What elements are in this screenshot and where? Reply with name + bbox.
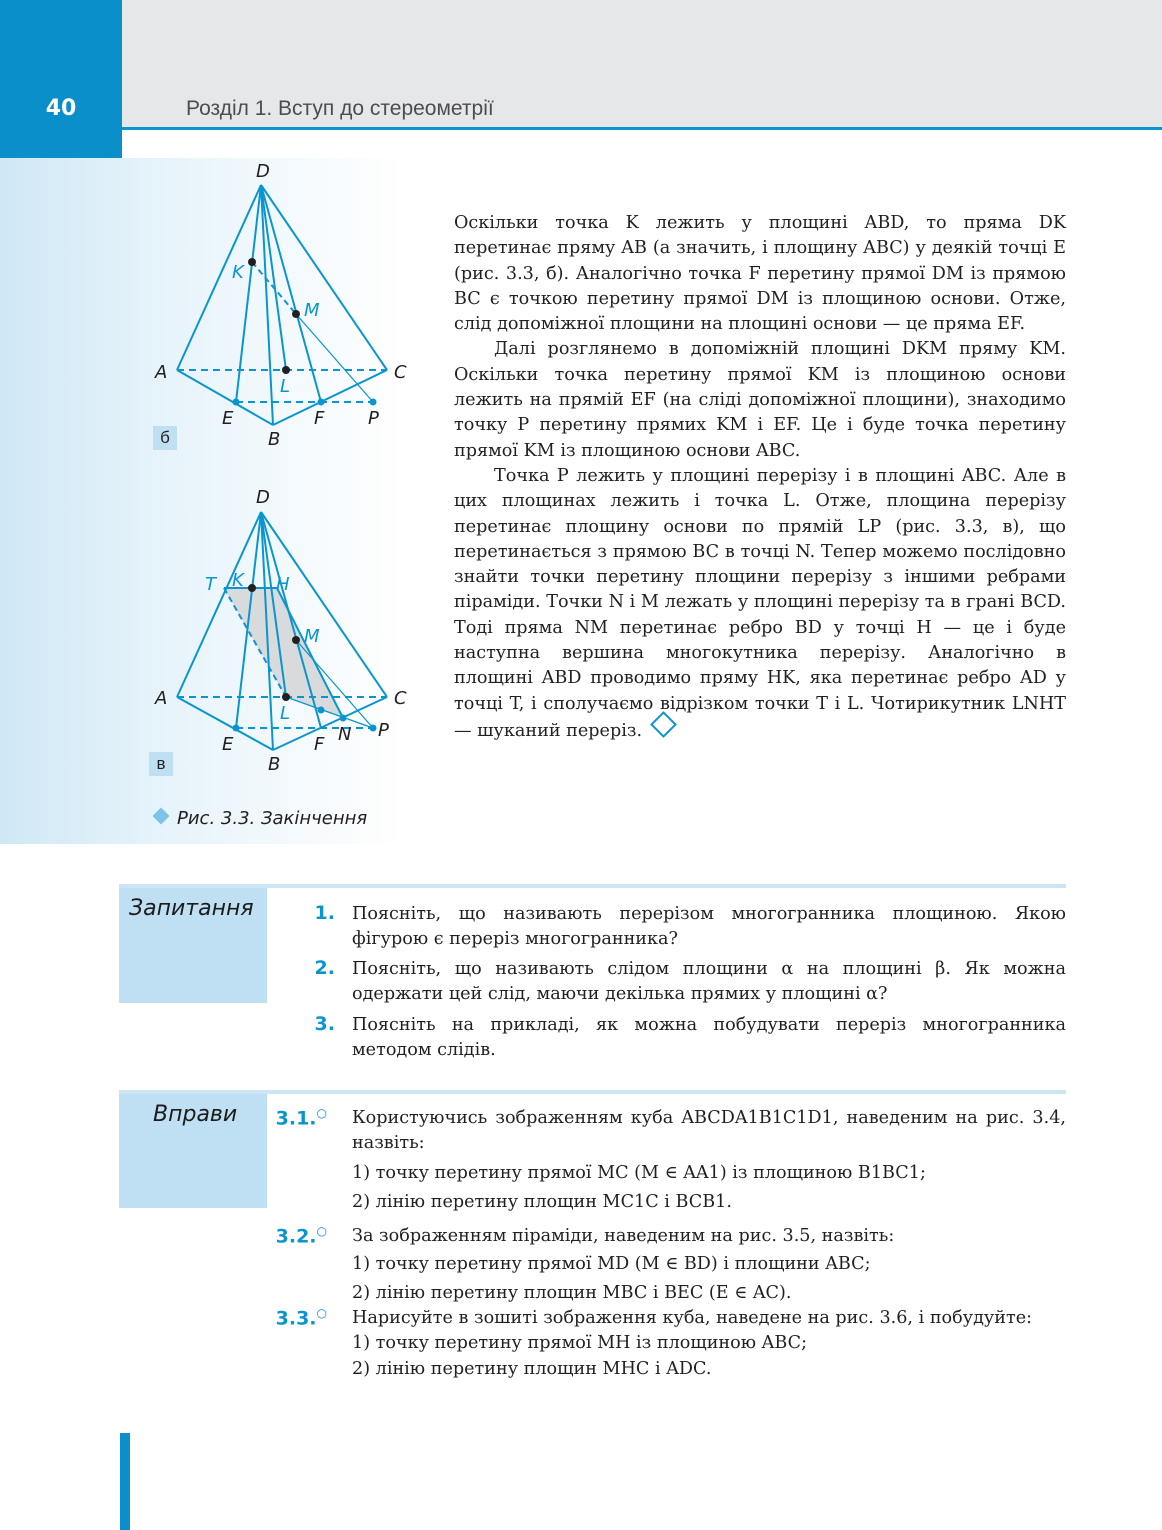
point-label-H: H [276, 574, 290, 595]
exercise-line: Нарисуйте в зошиті зображення куба, наведене на рис. 3.6, і побудуйте: [352, 1308, 1033, 1328]
questions-title: Запитання [129, 896, 254, 921]
exercise-number [269, 1306, 327, 1329]
diamond-icon [153, 808, 170, 825]
panel-label-b: б [153, 426, 177, 450]
page-number: 40 [45, 96, 77, 121]
point-label-M: M [304, 626, 320, 647]
point-label-C: C [394, 362, 407, 383]
point-label-T: T [205, 574, 216, 595]
question-number: 3. [314, 1013, 335, 1035]
header-rule [122, 127, 1162, 130]
exercise-number-text: 3.2. [275, 1225, 317, 1248]
point-label-N: N [338, 724, 352, 745]
point-label-F: F [314, 734, 325, 755]
exercise-line: 1) точку перетину прямої MH із площиною ABC; [352, 1333, 807, 1354]
exercises-section [119, 1090, 1066, 1410]
point-label-A: A [155, 688, 168, 709]
exercise-line: 1) точку перетину прямої MC (M ∈ AA1) із площиною B1BC1; [352, 1162, 926, 1183]
point-label-D: D [256, 487, 270, 508]
end-proof-icon [650, 711, 677, 738]
figure-caption [155, 808, 367, 829]
panel-label-v: в [149, 752, 173, 776]
point-label-A: A [155, 362, 168, 383]
paragraph-3-text: Точка P лежить у площині перерізу і в площині ABC. Але в цих площинах лежить і точка L. Отже, площина перерізу перетинає площину основи по прямій LP (рис. 3.3, в), що перетинається з прямою BC в точці N. Тепер можемо послідовно знайти точки перетину площини перерізу з іншими ребрами піраміди. Точки N і M лежать у площині перерізу та в грані BCD. Тоді пряма NM перетинає ребро BD у точці H — це і буде наступна вершина многокутника перерізу. Аналогічно в площині ABD проводимо пряму HK, яка перетинає ребро AD у точці T, і сполучаємо відрізком точки T і L. Чотирикутник LNHT — шуканий переріз. [454, 465, 1066, 741]
exercises-tab [119, 1094, 267, 1208]
exercise-line: 1) точку перетину прямої MD (M ∈ BD) і площини ABC; [352, 1254, 871, 1275]
pyramid-figure-b [140, 160, 440, 460]
point-label-B: B [268, 429, 281, 450]
point-label-E: E [222, 408, 234, 429]
exercise-line: 2) лінію перетину площин MHC і ADC. [352, 1358, 712, 1379]
paragraph-2: Далі розглянемо в допоміжній площині DKM пряму KM. Оскільки точка перетину прямої KM із площиною основи лежить на прямій EF (на сліді допоміжної площини), знаходимо точку P перетину прямих KM і EF. Це і буде точка перетину прямої KM із площиною основи ABC. [454, 339, 1066, 461]
point-label-D: D [256, 161, 270, 182]
exercise-text [352, 1306, 1066, 1382]
paragraph-1: Оскільки точка K лежить у площині ABD, то пряма DK перетинає пряму AB (а значить, і площину ABC) у деякій точці E (рис. 3.3, б). Аналогічно точка F перетину прямої DM із прямою BC є точкою перетину прямої DM із площиною основи. Отже, слід допоміжної площини на площині основи — це пряма EF. [454, 213, 1066, 335]
difficulty-circle-icon: ○ [316, 1224, 327, 1238]
page-number-box [0, 0, 122, 158]
exercise-line: 2) лінію перетину площин MC1C і BCB1. [352, 1191, 732, 1212]
point-label-F: F [314, 408, 325, 429]
question-number: 2. [314, 957, 335, 979]
point-label-L: L [280, 376, 291, 397]
exercise-number-text: 3.3. [275, 1307, 317, 1330]
exercise-text [352, 1106, 1066, 1215]
question-text: Поясніть на прикладі, як можна побудувати переріз многогранника методом слідів. [352, 1015, 1066, 1061]
pyramid-figure-v [140, 480, 440, 790]
exercises-title: Вправи [153, 1102, 238, 1127]
question-text: Поясніть, що називають слідом площини α на площині β. Як можна одержати цей слід, маючи декілька прямих у площині α? [352, 959, 1066, 1005]
point-label-B: B [268, 754, 281, 775]
exercise-line: За зображенням піраміди, наведеним на рис. 3.5, назвіть: [352, 1226, 895, 1246]
point-label-L: L [280, 703, 291, 724]
difficulty-circle-icon: ○ [316, 1106, 327, 1120]
caption-text: Рис. 3.3. Закінчення [177, 808, 368, 829]
point-label-P: P [378, 720, 389, 741]
exercise-line: 2) лінію перетину площин MBC і BEC (E ∈ AC). [352, 1282, 792, 1303]
question-number: 1. [314, 902, 335, 924]
point-label-M: M [304, 300, 320, 321]
point-label-K: K [232, 570, 244, 591]
questions-tab [119, 888, 267, 1003]
exercise-number [269, 1224, 327, 1247]
point-label-E: E [222, 734, 234, 755]
questions-section [119, 884, 1066, 1069]
point-label-C: C [394, 688, 407, 709]
point-label-P: P [368, 408, 379, 429]
exercise-text [352, 1224, 1066, 1306]
exercise-number-text: 3.1. [275, 1107, 317, 1130]
header-bar [0, 0, 1162, 128]
difficulty-circle-icon: ○ [316, 1306, 327, 1320]
exercise-line: Користуючись зображенням куба ABCDA1B1C1D1, наведеним на рис. 3.4, назвіть: [352, 1108, 1066, 1154]
paragraph-3 [454, 464, 1066, 744]
point-label-K: K [232, 262, 244, 283]
page-edge-bar [120, 1433, 130, 1530]
exercise-number [269, 1106, 327, 1129]
chapter-title: Розділ 1. Вступ до стереометрії [186, 97, 494, 120]
main-text [454, 211, 1066, 744]
question-text: Поясніть, що називають перерізом многогранника площиною. Якою фігурою є переріз многогранника? [352, 904, 1066, 950]
